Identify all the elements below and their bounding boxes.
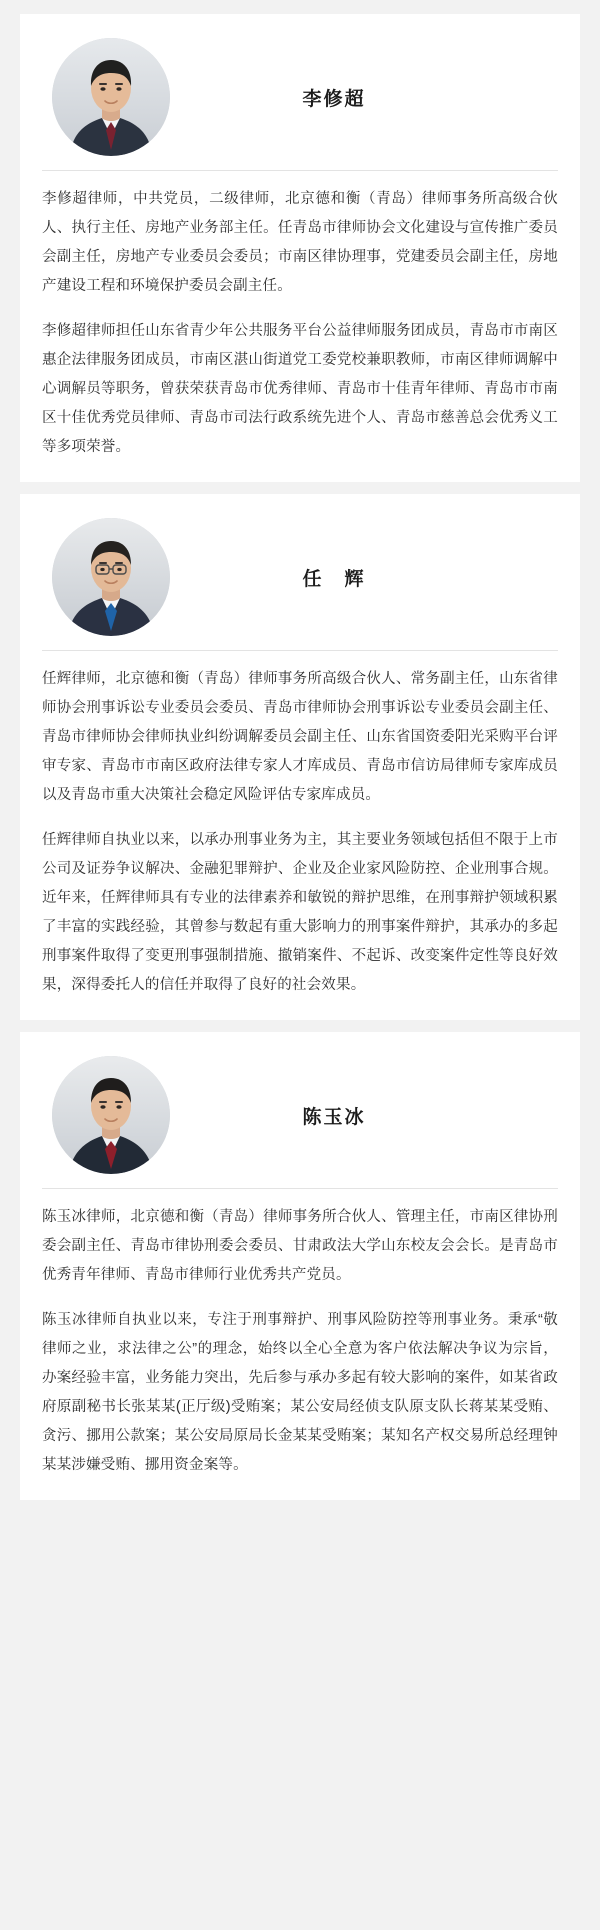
profile-paragraph: 李修超律师，中共党员，二级律师，北京德和衡（青岛）律师事务所高级合伙人、执行主任、房地产业务部主任。任青岛市律师协会文化建设与宣传推广委员会副主任，房地产专业委员会委员；市南区律协理事，党建委员会副主任，房地产建设工程和环境保护委员会副主任。 — [42, 191, 558, 294]
lawyer-name: 任 辉 — [302, 568, 366, 590]
lawyer-name: 李修超 — [302, 88, 366, 110]
portrait-photo-icon — [52, 1056, 170, 1174]
lawyer-name-wrap — [170, 564, 558, 591]
divider — [42, 170, 558, 171]
portrait-photo-icon — [52, 518, 170, 636]
portrait-photo-icon — [52, 38, 170, 156]
profile-paragraph: 陈玉冰律师自执业以来，专注于刑事辩护、刑事风险防控等刑事业务。秉承“敬律师之业，求法律之公”的理念，始终以全心全意为客户依法解决争议为宗旨，办案经验丰富，业务能力突出，先后参与承办多起有较大影响的案件，如某省政府原副秘书长张某某(正厅级)受贿案；某公安局经侦支队原支队长蒋某某受贿、贪污、挪用公款案；某公安局原局长金某某受贿案；某知名产权交易所总经理钟某某涉嫌受贿、挪用资金案等。 — [42, 1312, 558, 1473]
lawyer-profile-card — [20, 494, 580, 1020]
profile-paragraph: 陈玉冰律师，北京德和衡（青岛）律师事务所合伙人、管理主任，市南区律协刑委会副主任、青岛市律协刑委会委员、甘肃政法大学山东校友会会长。是青岛市优秀青年律师、青岛市律师行业优秀共产党员。 — [42, 1209, 558, 1283]
lawyer-profile-card — [20, 14, 580, 482]
profile-header — [42, 32, 558, 170]
divider — [42, 1188, 558, 1189]
lawyer-name: 陈玉冰 — [302, 1106, 366, 1128]
profile-header — [42, 1050, 558, 1188]
lawyer-name-wrap — [170, 1102, 558, 1129]
lawyer-profile-card — [20, 1032, 580, 1500]
profile-paragraph: 任辉律师，北京德和衡（青岛）律师事务所高级合伙人、常务副主任，山东省律师协会刑事诉讼专业委员会委员、青岛市律师协会刑事诉讼专业委员会副主任、青岛市律师协会律师执业纠纷调解委员会副主任、山东省国资委阳光采购平台评审专家、青岛市市南区政府法律专家人才库成员、青岛市信访局律师专家库成员以及青岛市重大决策社会稳定风险评估专家库成员。 — [42, 671, 558, 803]
profile-paragraph: 任辉律师自执业以来，以承办刑事业务为主，其主要业务领域包括但不限于上市公司及证券争议解决、金融犯罪辩护、企业及企业家风险防控、企业刑事合规。近年来，任辉律师具有专业的法律素养和敏锐的辩护思维，在刑事辩护领域积累了丰富的实践经验，其曾参与数起有重大影响力的刑事案件辩护，其承办的多起刑事案件取得了变更刑事强制措施、撤销案件、不起诉、改变案件定性等良好效果，深得委托人的信任并取得了良好的社会效果。 — [42, 832, 558, 993]
divider — [42, 650, 558, 651]
lawyer-name-wrap — [170, 84, 558, 111]
profile-paragraph: 李修超律师担任山东省青少年公共服务平台公益律师服务团成员，青岛市市南区惠企法律服务团成员，市南区湛山街道党工委党校兼职教师，市南区律师调解中心调解员等职务，曾获荣获青岛市优秀律师、青岛市十佳青年律师、青岛市市南区十佳优秀党员律师、青岛市司法行政系统先进个人、青岛市慈善总会优秀义工等多项荣誉。 — [42, 323, 558, 455]
profile-header — [42, 512, 558, 650]
